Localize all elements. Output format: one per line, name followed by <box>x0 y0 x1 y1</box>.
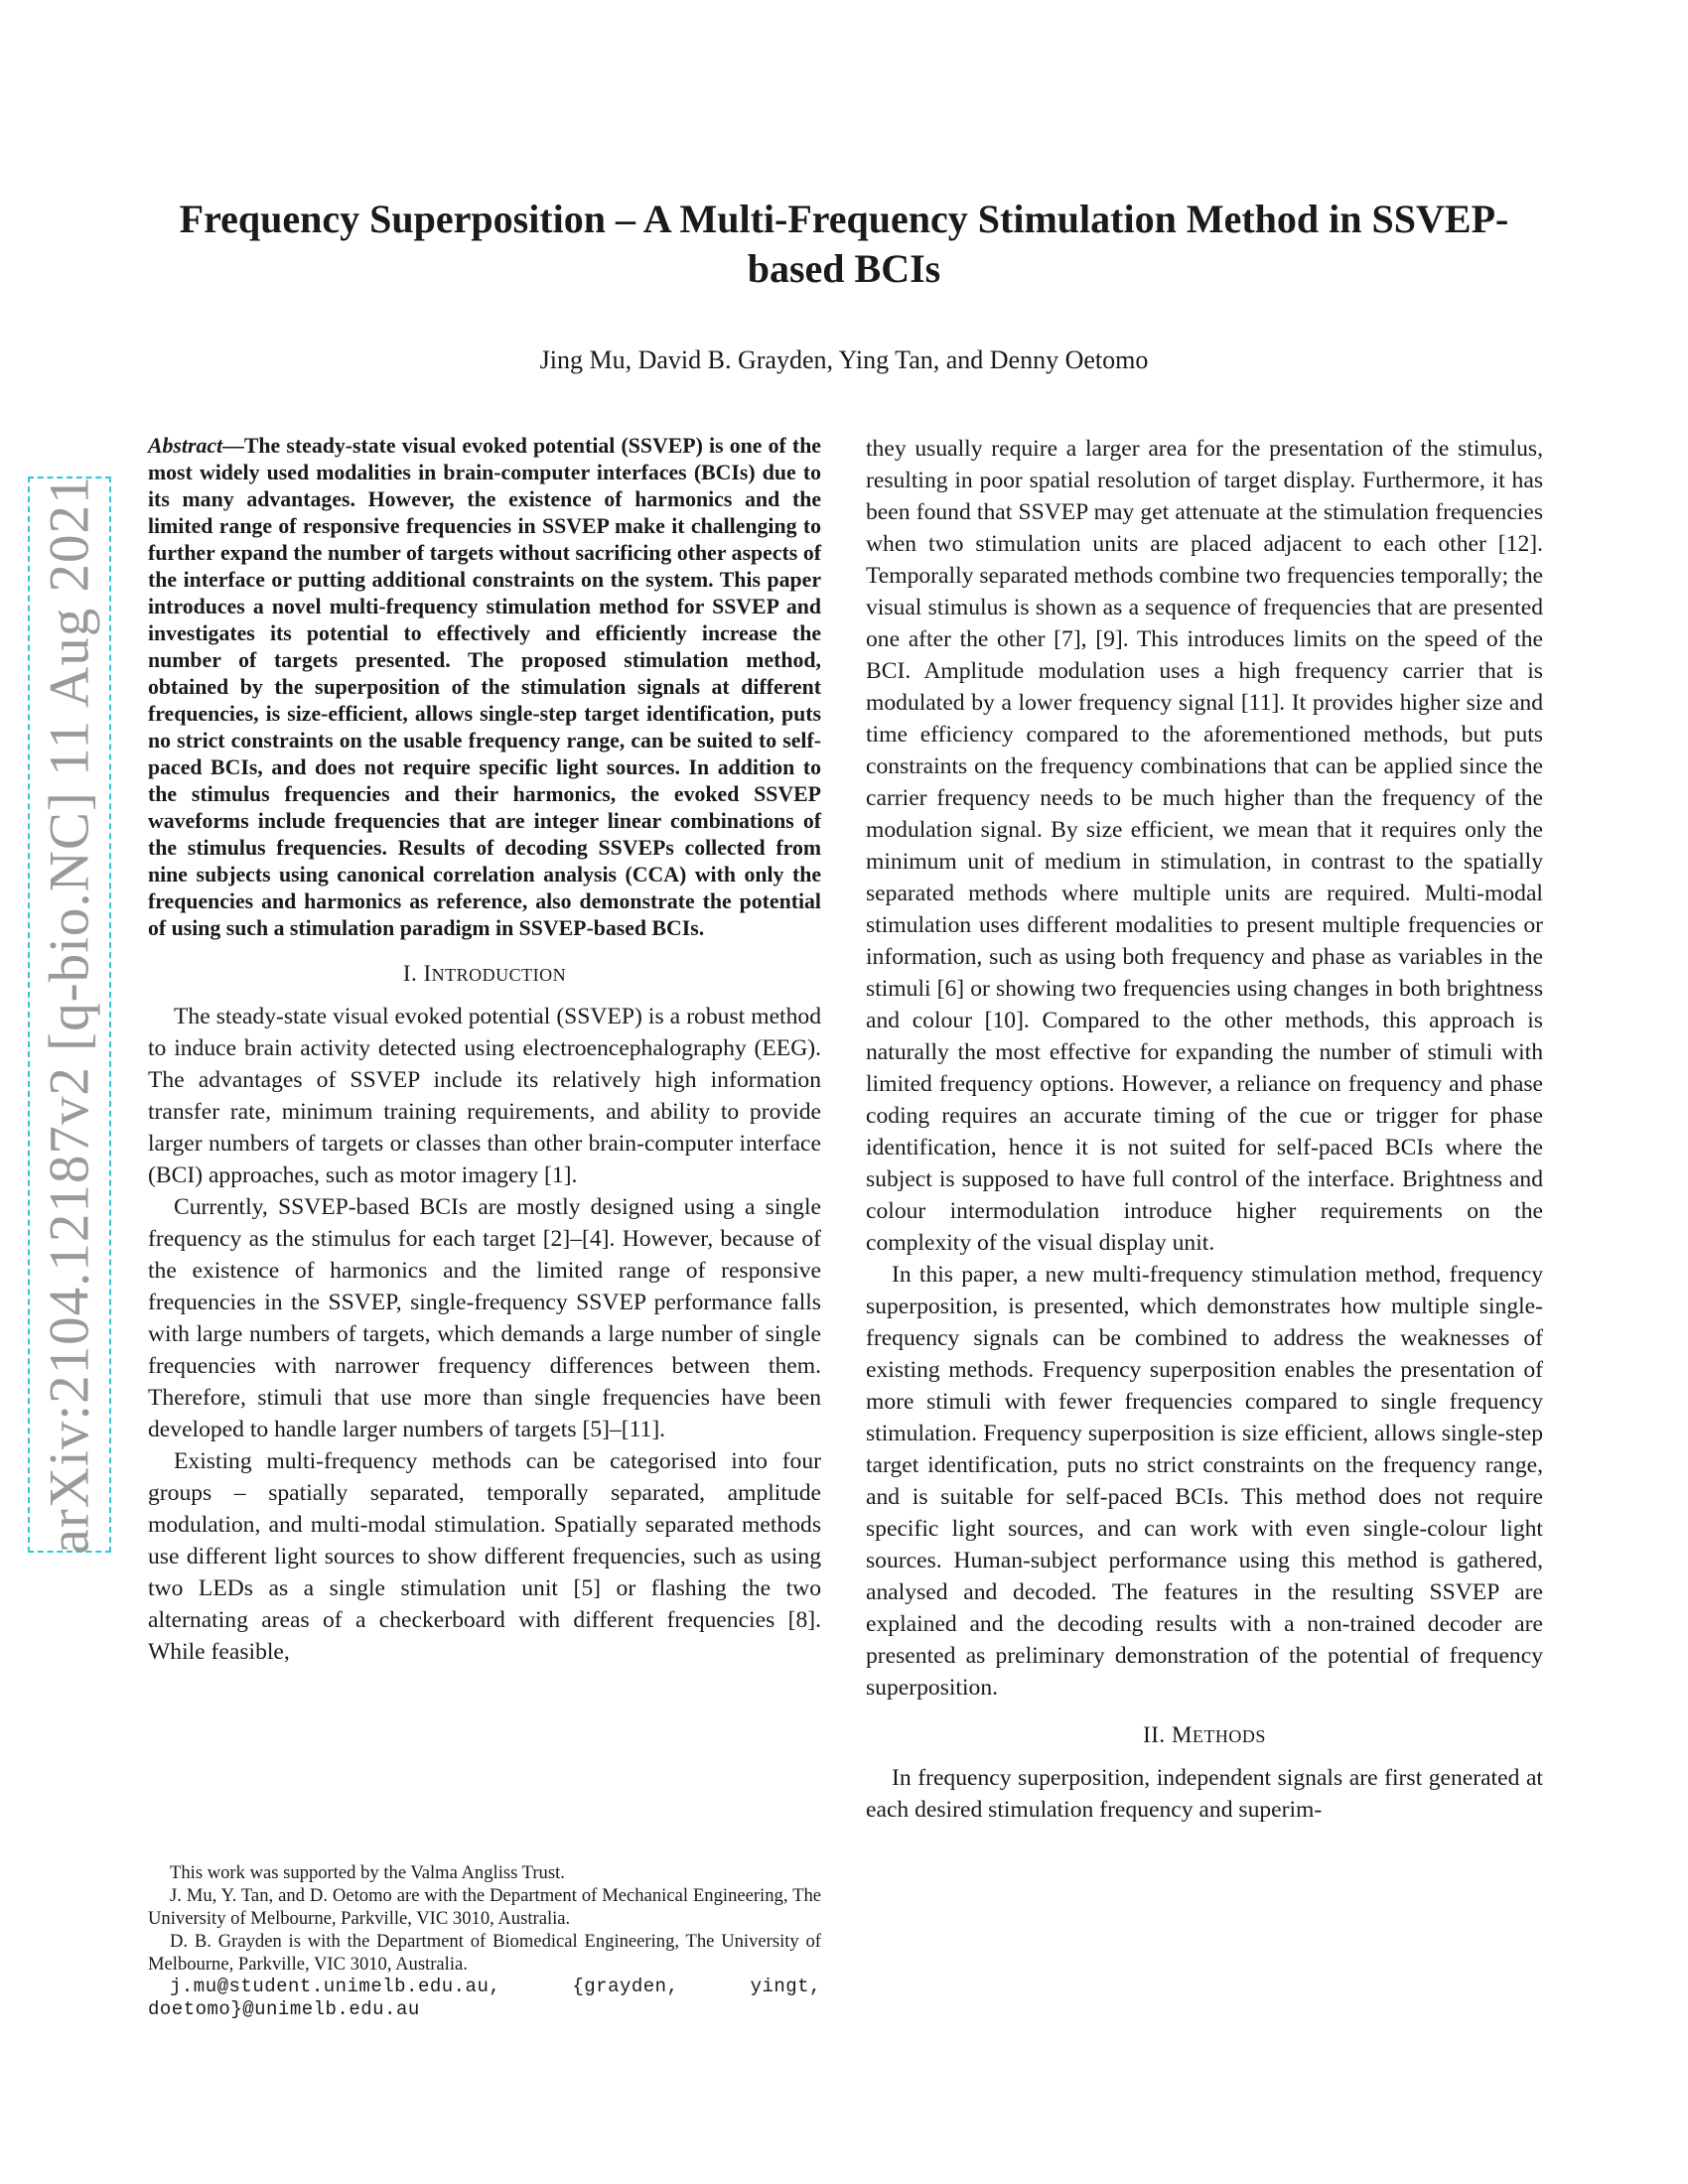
intro-paragraph-4: In this paper, a new multi-frequency stimulation method, frequency superposition, is presented, which demonstrates how multiple single-frequency signals can be combined to address the weaknesses of existing methods. Frequency superposition enables the presentation of more stimuli with fewer frequencies compared to single frequency stimulation. Frequency superposition is size efficient, allows single-step target identification, puts no strict constraints on the frequency range, and is suitable for self-paced BCIs. This method does not require specific light sources, and can work with even single-colour light sources. Human-subject performance using this method is gathered, analysed and decoded. The features in the resulting SSVEP are explained and the decoding results with a non-trained decoder are presented as preliminary demonstration of the potential of frequency superposition. <box>866 1262 1543 1701</box>
abstract <box>148 433 821 942</box>
abstract-label: Abstract— <box>148 434 244 458</box>
section2-rest: ETHODS <box>1192 1726 1266 1746</box>
methods-paragraph-1: In frequency superposition, independent signals are first generated at each desired stimulation frequency and superim- <box>866 1765 1543 1823</box>
section-numeral: I. <box>402 961 424 986</box>
author-list: Jing Mu, David B. Grayden, Ying Tan, and Denny Oetomo <box>539 345 1149 374</box>
footnote-support: This work was supported by the Valma Angliss Trust. <box>170 1862 565 1883</box>
paper-title: Frequency Superposition – A Multi-Frequency Stimulation Method in SSVEP-based BCIs <box>179 197 1509 291</box>
footnote-affiliation-1: J. Mu, Y. Tan, and D. Oetomo are with the Department of Mechanical Engineering, The University of Melbourne, Parkville, VIC 3010, Australia. <box>148 1885 821 1929</box>
section2-cap: M <box>1171 1722 1193 1747</box>
arxiv-stamp[interactable] <box>28 477 111 1553</box>
intro-paragraph-3: Existing multi-frequency methods can be categorised into four groups – spatially separated, temporally separated, amplitude modulation, and multi-modal stimulation. Spatially separated methods use different light sources to show different frequencies, such as using two LEDs as a single stimulation unit [5] or flashing the two alternating areas of a checkerboard with different frequencies [8]. While feasible, <box>148 1448 821 1665</box>
intro-paragraph-continued: they usually require a larger area for the presentation of the stimulus, resulting in poor spatial resolution of target display. Furthermore, it has been found that SSVEP may get attenuate at the stimulation frequencies when two stimulation units are placed adjacent to each other [12]. Temporally separated methods combine two frequencies temporally; the visual stimulus is shown as a sequence of frequencies that are presented one after the other [7], [9]. This introduces limits on the speed of the BCI. Amplitude modulation uses a high frequency carrier that is modulated by a lower frequency signal [11]. It provides higher size and time efficiency compared to the aforementioned methods, but puts constraints on the frequency combinations that can be applied since the carrier frequency needs to be much higher than the frequency of the modulation signal. By size efficient, we mean that it requires only the minimum unit of medium in stimulation, in contrast to the spatially separated methods where multiple units are required. Multi-modal stimulation uses different modalities to present multiple frequencies or information, such as using both frequency and phase as variables in the stimuli [6] or showing two frequencies using changes in both brightness and colour [10]. Compared to the other methods, this approach is naturally the most effective for expanding the number of stimuli with limited frequency options. However, a reliance on frequency and phase coding requires an accurate timing of the cue or trigger for phase identification, hence it is not suited for self-paced BCIs where the subject is supposed to have full control of the interface. Brightness and colour intermodulation introduce higher requirements on the complexity of the visual display unit. <box>866 436 1543 1256</box>
arxiv-stamp-text: arXiv:2104.12187v2 [q-bio.NC] 11 Aug 2021 <box>38 475 101 1555</box>
section-rest: NTRODUCTION <box>431 965 567 985</box>
footnotes <box>148 1861 821 2021</box>
footnote-affiliation-2: D. B. Grayden is with the Department of Biomedical Engineering, The University of Melbourne, Parkville, VIC 3010, Australia. <box>148 1931 821 1975</box>
right-column <box>866 433 1543 1826</box>
left-column <box>148 433 821 1668</box>
section-heading-introduction <box>148 958 821 991</box>
footnote-emails[interactable]: j.mu@student.unimelb.edu.au, {grayden, yingt, doetomo}@unimelb.edu.au <box>148 1976 821 2020</box>
intro-paragraph-1: The steady-state visual evoked potential (SSVEP) is a robust method to induce brain activity detected using electroencephalography (EEG). The advantages of SSVEP include its relatively high information transfer rate, minimum training requirements, and ability to provide larger numbers of targets or classes than other brain-computer interface (BCI) approaches, such as motor imagery [1]. <box>148 1004 821 1188</box>
section-cap: I <box>423 961 432 986</box>
section2-numeral: II. <box>1143 1722 1172 1747</box>
abstract-text: The steady-state visual evoked potential (SSVEP) is one of the most widely used modalities in brain-computer interfaces (BCIs) due to its many advantages. However, the existence of harmonics and the limited range of responsive frequencies in SSVEP make it challenging to further expand the number of targets without sacrificing other aspects of the interface or putting additional constraints on the system. This paper introduces a novel multi-frequency stimulation method for SSVEP and investigates its potential to effectively and efficiently increase the number of targets presented. The proposed stimulation method, obtained by the superposition of the stimulation signals at different frequencies, is size-efficient, allows single-step target identification, puts no strict constraints on the usable frequency range, can be suited to self-paced BCIs, and does not require specific light sources. In addition to the stimulus frequencies and their harmonics, the evoked SSVEP waveforms include frequencies that are integer linear combinations of the stimulus frequencies. Results of decoding SSVEPs collected from nine subjects using canonical correlation analysis (CCA) with only the frequencies and harmonics as reference, also demonstrate the potential of using such a stimulation paradigm in SSVEP-based BCIs. <box>148 434 821 940</box>
section-heading-methods <box>866 1719 1543 1752</box>
intro-paragraph-2: Currently, SSVEP-based BCIs are mostly designed using a single frequency as the stimulus for each target [2]–[4]. However, because of the existence of harmonics and the limited range of responsive frequencies in the SSVEP, single-frequency SSVEP performance falls with large numbers of targets, which demands a large number of single frequencies with narrower frequency differences between them. Therefore, stimuli that use more than single frequencies have been developed to handle larger numbers of targets [5]–[11]. <box>148 1194 821 1442</box>
